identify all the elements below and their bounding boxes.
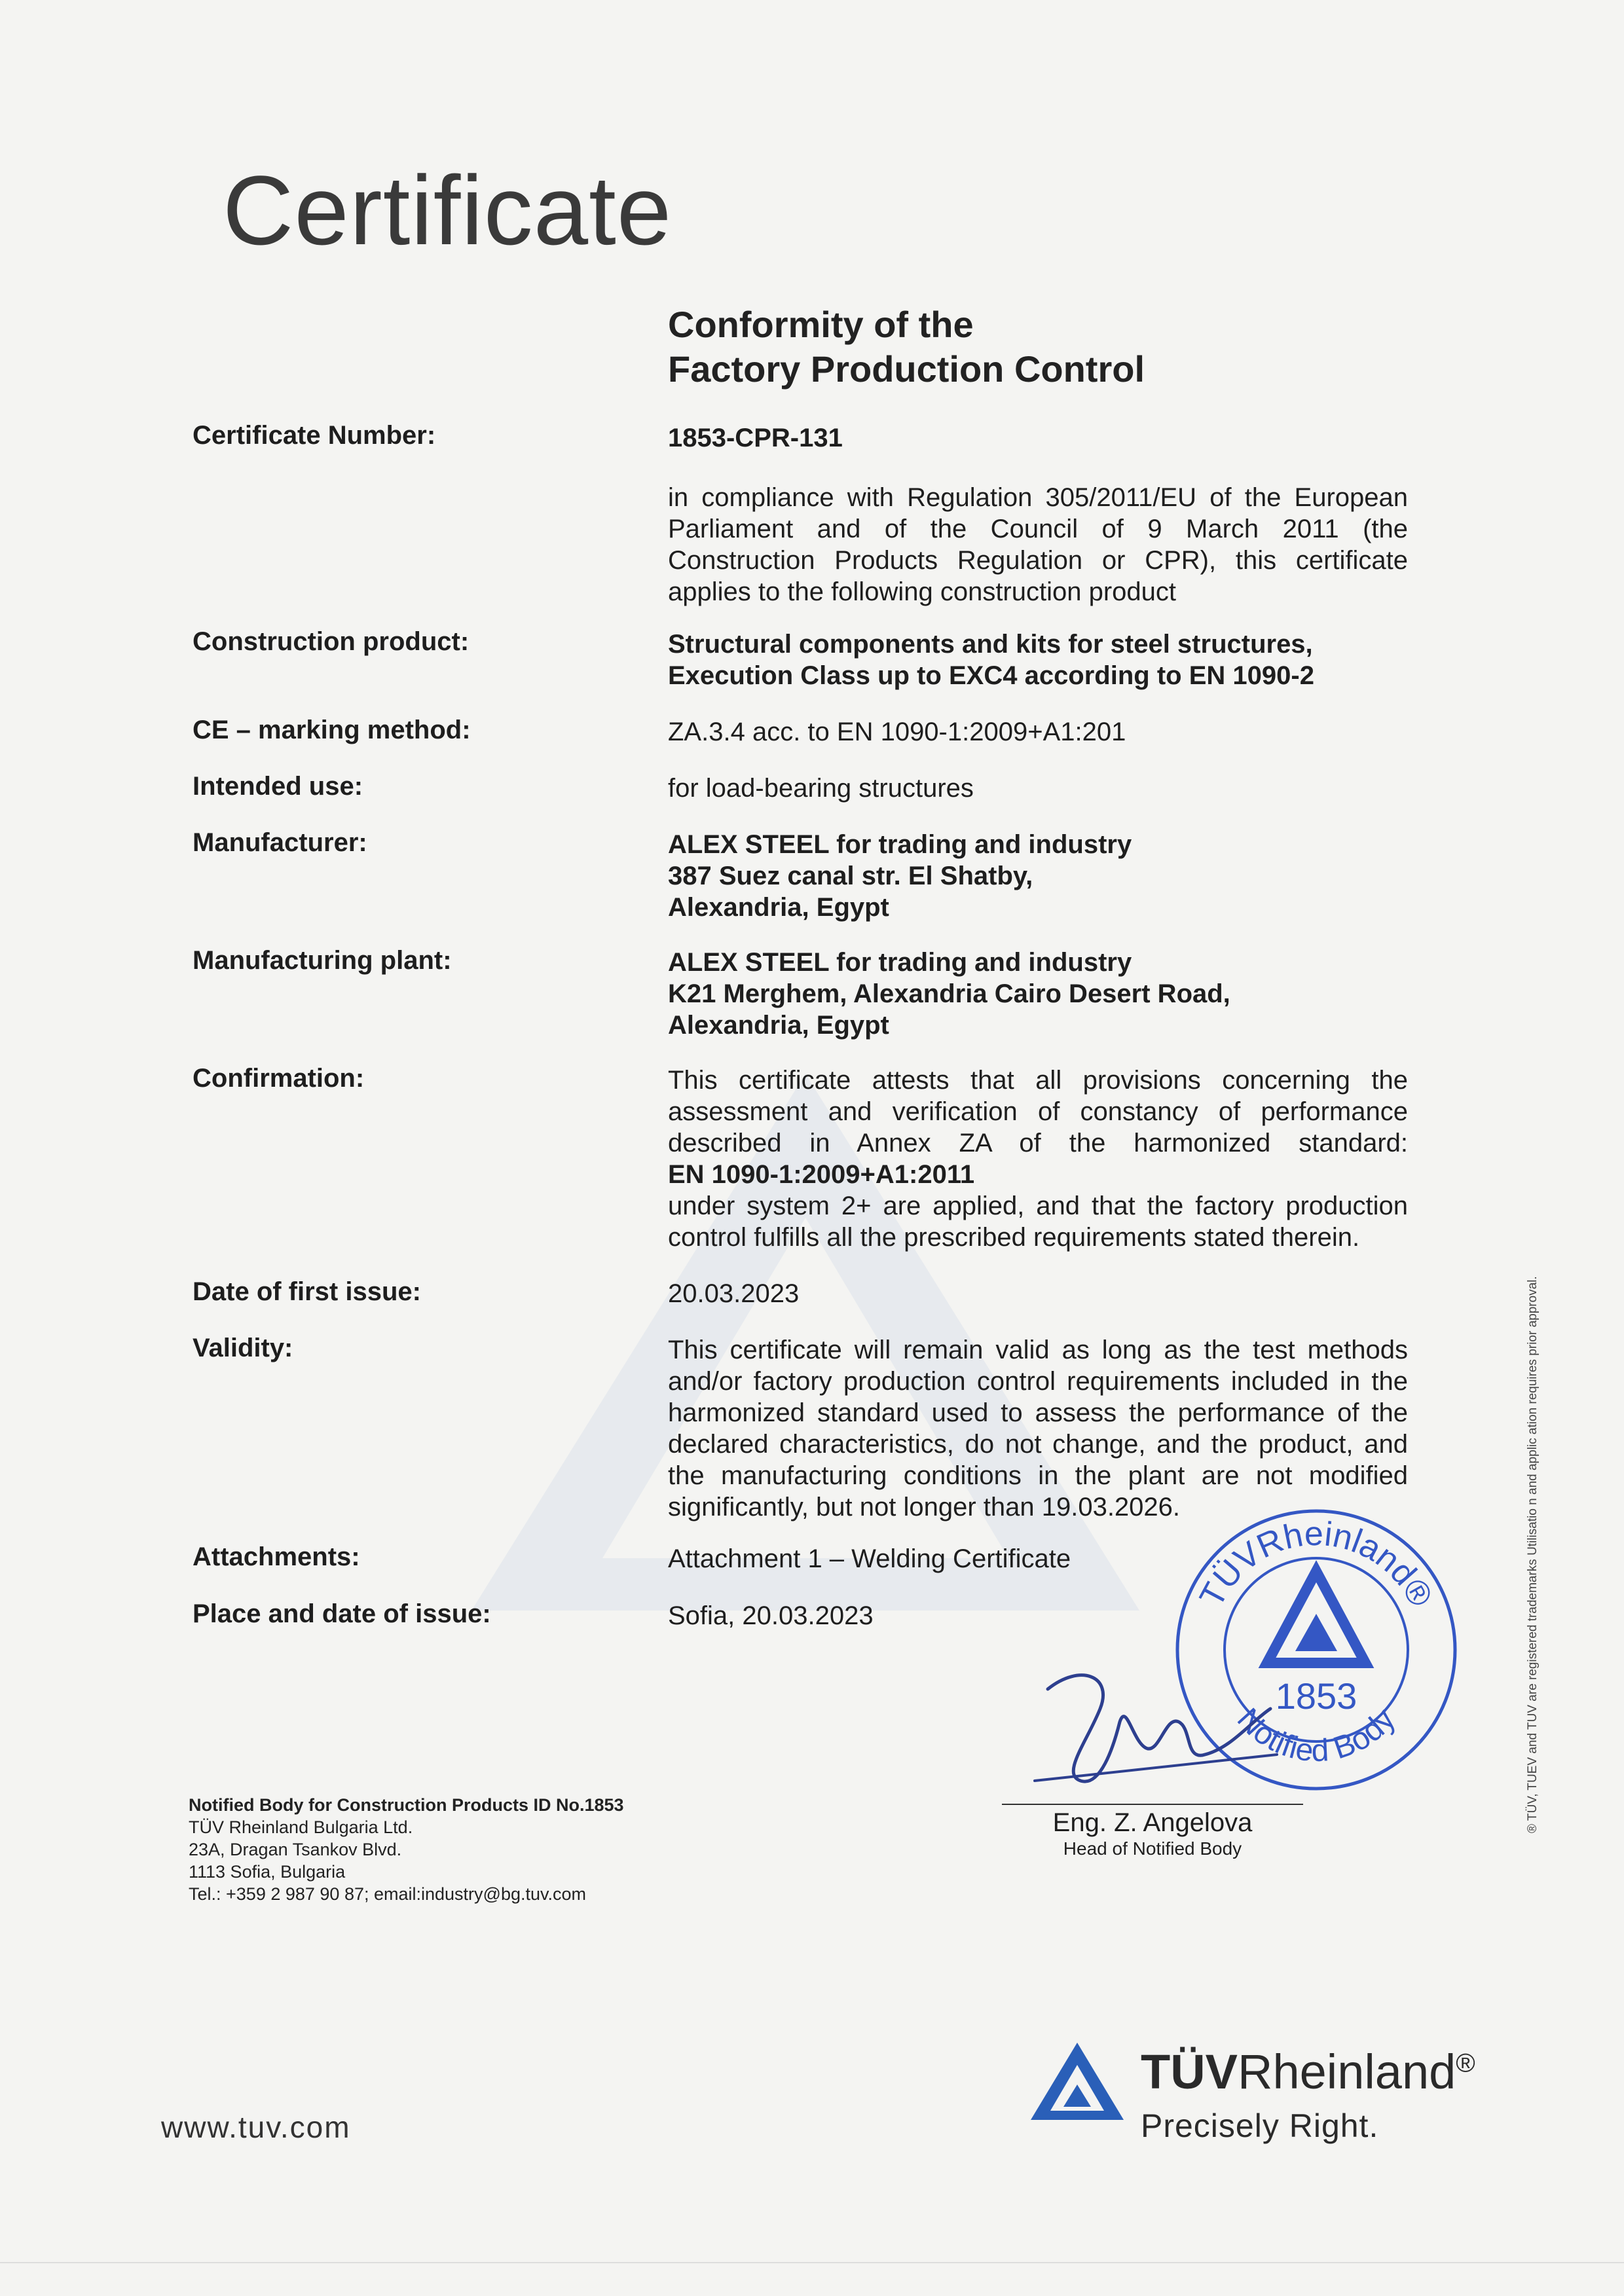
manufacturer-line: ALEX STEEL for trading and industry	[668, 830, 1132, 859]
bottom-divider	[0, 2262, 1624, 2263]
validity-value	[668, 1334, 1408, 1523]
confirmation-line: under system 2+ are applied, and that the factory production	[668, 1192, 1408, 1220]
validity-line: the manufacturing conditions in the plant are not modified	[668, 1461, 1408, 1490]
compliance-line: in compliance with Regulation 305/2011/EU of the European	[668, 483, 1408, 512]
ce-marking-label: CE – marking method:	[193, 716, 471, 744]
signature-line	[1002, 1804, 1303, 1805]
manufacturing-plant-line: Alexandria, Egypt	[668, 1011, 889, 1040]
subtitle-line-2: Factory Production Control	[668, 348, 1145, 390]
certificate-subtitle	[668, 302, 1145, 392]
brand-name-bold: TÜV	[1141, 2045, 1238, 2099]
manufacturing-plant-label: Manufacturing plant:	[193, 946, 452, 975]
validity-line: and/or factory production control requirements included in the	[668, 1367, 1408, 1396]
signer-role: Head of Notified Body	[1063, 1838, 1242, 1859]
certificate-number-value: 1853-CPR-131	[668, 424, 843, 452]
place-date-label: Place and date of issue:	[193, 1599, 491, 1628]
compliance-line: Construction Products Regulation or CPR), this certificate	[668, 546, 1408, 575]
brand-name	[1141, 2044, 1475, 2100]
manufacturing-plant-line: K21 Merghem, Alexandria Cairo Desert Road,	[668, 979, 1230, 1008]
intended-use-label: Intended use:	[193, 772, 363, 801]
confirmation-line: described in Annex ZA of the harmonized standard:	[668, 1129, 1408, 1157]
compliance-text	[668, 482, 1408, 608]
notified-body-line: 1113 Sofia, Bulgaria	[189, 1862, 346, 1882]
notified-body-info	[189, 1794, 624, 1905]
confirmation-value	[668, 1065, 1408, 1253]
page-title: Certificate	[223, 155, 673, 265]
manufacturing-plant-line: ALEX STEEL for trading and industry	[668, 948, 1132, 977]
stamp-triangle-icon	[1267, 1571, 1365, 1663]
handwritten-signature	[1022, 1650, 1283, 1800]
construction-product-value	[668, 629, 1408, 691]
brand-slogan: Precisely Right.	[1141, 2107, 1379, 2144]
validity-line: declared characteristics, do not change, and the product, and	[668, 1430, 1408, 1459]
website-link[interactable]: www.tuv.com	[161, 2110, 351, 2144]
brand-reg-mark: ®	[1456, 2049, 1475, 2078]
signer-name: Eng. Z. Angelova	[1052, 1808, 1253, 1837]
validity-label: Validity:	[193, 1334, 293, 1362]
compliance-line: Parliament and of the Council of 9 March 2011 (the	[668, 515, 1408, 543]
validity-line: harmonized standard used to assess the performance of the	[668, 1398, 1408, 1427]
confirmation-standard: EN 1090-1:2009+A1:2011	[668, 1160, 975, 1189]
first-issue-value: 20.03.2023	[668, 1279, 800, 1308]
construction-product-label: Construction product:	[193, 627, 470, 656]
tuv-rheinland-logo	[1028, 2030, 1513, 2147]
svg-text:TÜVRheinland®: TÜVRheinland®	[1192, 1514, 1440, 1614]
subtitle-line-1: Conformity of the	[668, 304, 974, 345]
notified-body-line: TÜV Rheinland Bulgaria Ltd.	[189, 1817, 413, 1837]
tuv-triangle-logo-icon	[1028, 2039, 1126, 2124]
intended-use-value: for load-bearing structures	[668, 774, 974, 803]
attachments-label: Attachments:	[193, 1542, 360, 1571]
first-issue-label: Date of first issue:	[193, 1277, 421, 1306]
notified-body-line: 23A, Dragan Tsankov Blvd.	[189, 1840, 402, 1859]
ce-marking-value: ZA.3.4 acc. to EN 1090-1:2009+A1:201	[668, 718, 1126, 746]
manufacturer-line: 387 Suez canal str. El Shatby,	[668, 862, 1033, 890]
construction-product-line: Execution Class up to EXC4 according to EN 1090-2	[668, 661, 1314, 690]
construction-product-line: Structural components and kits for steel structures,	[668, 630, 1313, 659]
notified-body-line: Tel.: +359 2 987 90 87; email:industry@bg.tuv.com	[189, 1884, 586, 1904]
compliance-line: applies to the following construction product	[668, 577, 1177, 606]
notified-body-title: Notified Body for Construction Products ID No.1853	[189, 1795, 624, 1815]
confirmation-line: This certificate attests that all provisions concerning the	[668, 1066, 1408, 1095]
certificate-number-label: Certificate Number:	[193, 421, 436, 450]
brand-name-regular: Rheinland	[1238, 2045, 1456, 2099]
validity-line: This certificate will remain valid as long as the test methods	[668, 1336, 1408, 1364]
validity-line: significantly, but not longer than 19.03.2026.	[668, 1493, 1181, 1522]
confirmation-line: control fulfills all the prescribed requirements stated therein.	[668, 1223, 1360, 1252]
manufacturer-line: Alexandria, Egypt	[668, 893, 889, 922]
attachments-value: Attachment 1 – Welding Certificate	[668, 1544, 1071, 1573]
svg-text:1853: 1853	[1275, 1675, 1357, 1717]
manufacturer-label: Manufacturer:	[193, 828, 367, 857]
place-date-value: Sofia, 20.03.2023	[668, 1601, 874, 1630]
confirmation-line: assessment and verification of constancy of performance	[668, 1097, 1408, 1126]
confirmation-label: Confirmation:	[193, 1064, 365, 1093]
svg-text:Notified Body: Notified Body	[1230, 1702, 1403, 1769]
trademark-side-note: ® TÜV, TUEV and TUV are registered trademarks Utilisatio n and applic ation requires prior approval.	[1526, 1276, 1540, 1833]
manufacturer-value	[668, 829, 1408, 923]
manufacturing-plant-value	[668, 947, 1408, 1041]
